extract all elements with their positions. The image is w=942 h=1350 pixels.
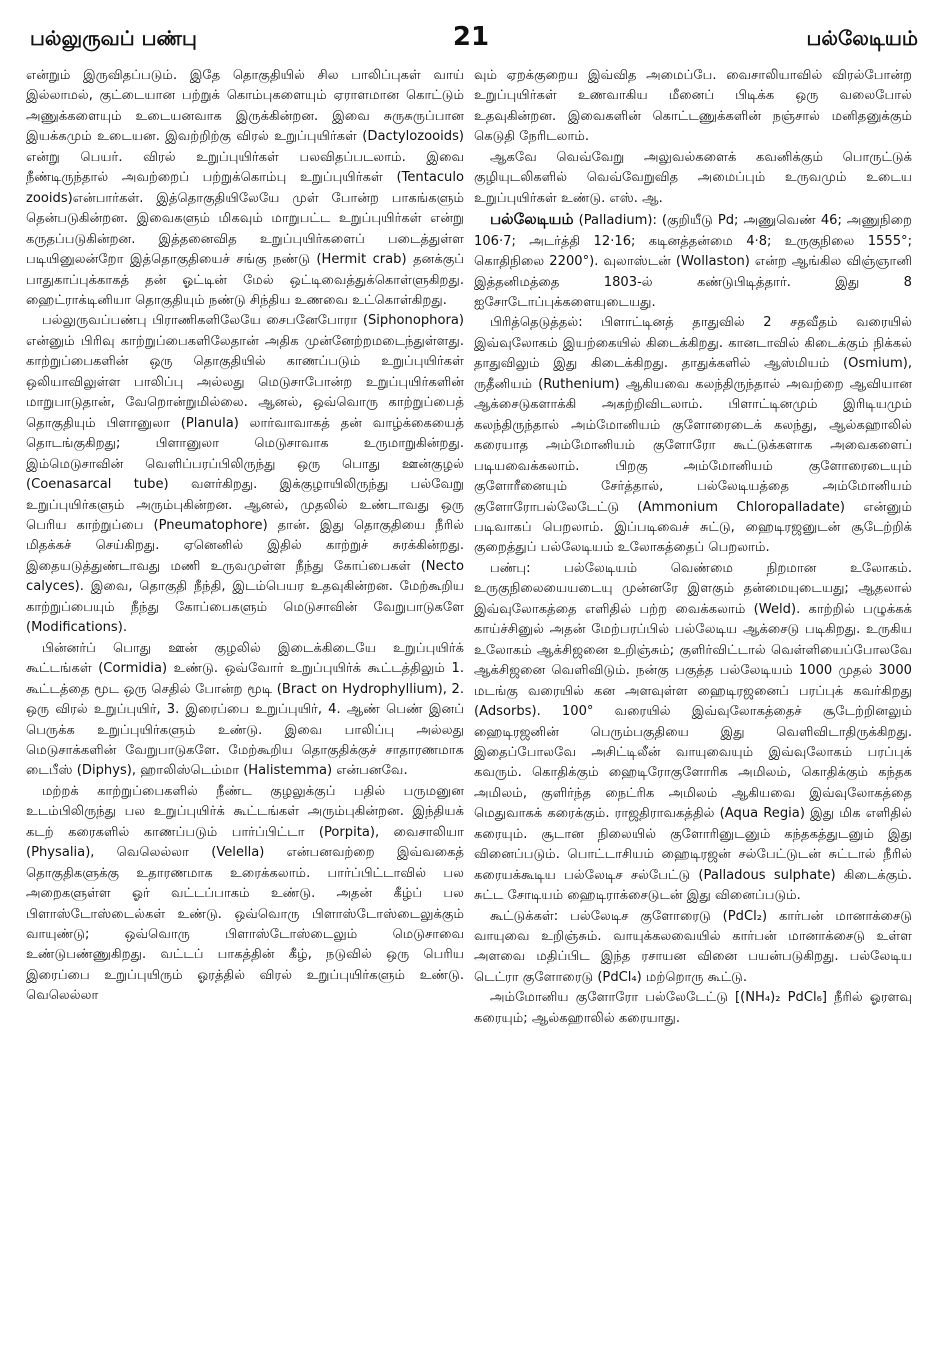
- page-header: [0, 22, 942, 56]
- right-paragraph-ammonium: அம்மோனிய குளோரோ பல்லேடேட்டு [(NH₄)₂ PdCl₆] நீரில் ஓரளவு கரையும்; ஆல்கஹாலில் கரையாது.: [474, 990, 912, 1026]
- right-paragraph-compounds: கூட்டுக்கள்: பல்லேடிச குளோரைடு (PdCl₂) கார்பன் மானாக்சைடு வாயுவை உறிஞ்சும். வாயுக்கலவையில் கார்பன் மானாக்சைடு உள்ள அளவை மதிப்பிட இந்த ரசாயன வினை பயன்படுகிறது. பல்லேடிய டெட்ரா குளோரைடு (PdCl₄) மற்றொரு கூட்டு.: [474, 908, 912, 985]
- left-paragraph-2: பல்லுருவப்பண்பு பிராணிகளிலேயே சைபனேபோரா (Siphonophora) என்னும் பிரிவு காற்றுப்பைகளிலேதான் அதிக முன்னேற்றமடைந்துள்ளது. காற்றுப்பைகளின் ஒரு தொகுதியில் காணப்படும் உறுப்புயிர்கள் ஒலியாவிலுள்ள பாலிப்பு அல்லது மெடுசாபோன்ற உறுப்புயிர்களின் மாறுபாடுதான், வேறொன்றுமில்லை. ஆனல், ஒவ்வொரு காற்றுப்பைத் தொகுதியும் பிளானுலா (Planula) லார்வாவாகத் தன் வாழ்க்கையைத் தொடங்குகிறது; பிளானுலா மெடுசாவாக உருமாறுகின்றது. இம்மெடுசாவின் வெளிப்பரப்பிலிருந்து ஒரு பொது ஊன்குழல் (Coenasarcal tube) வளர்கிறது. இக்குழாயிலிருந்து பல்வேறு உறுப்புயிர்களும் அரும்புகின்றன. ஆனல், முதலில் உண்டாவது ஒரு பெரிய காற்றுப்பை (Pneumatophore) தான். இது தொகுதியை நீரில் மிதக்கச் செய்கிறது. ஏனெனில் இதில் காற்றுச் சுரக்கின்றது. இதையடுத்துண்டாவது மணி உருவமுள்ள நீந்து கோப்பைகள் (Necto calyces). இவை, தொகுதி நீந்தி, இடம்பெயர உதவுகின்றன. மேற்கூறிய காற்றுப்பையும் நீந்து கோப்பைகளும் மெடுசாவின் வேறுபாடுகளே (Modifications).: [26, 313, 464, 636]
- page-number: 21: [452, 22, 490, 52]
- right-paragraph-2: ஆகவே வெவ்வேறு அலுவல்களைக் கவனிக்கும் பொருட்டுக் குழியுடலிகளில் வெவ்வேறுவித அமைப்பும் உருவமும் உடைய உறுப்புயிர்கள் உண்டு. எஸ். ஆ.: [474, 149, 912, 206]
- left-paragraph-3: பின்னர்ப் பொது ஊன் குழலில் இடைக்கிடையே உறுப்புயிர்க் கூட்டங்கள் (Cormidia) உண்டு. ஒவ்வோர் உறுப்புயிர்க் கூட்டத்திலும் 1. கூட்டத்தை மூட ஒரு செதில் போன்ற மூடி (Bract on Hydrophyllium), 2. ஒரு விரல் உறுப்புயிர், 3. இரைப்பை உறுப்புயிர், 4. ஆண் பெண் இனப் பெருக்க உறுப்புயிர்களும் உண்டு. இவை பாலிப்பு அல்லது மெடுசாக்களின் வேறுபாடுகளே. மேற்கூறிய தொகுதிக்குச் சாதாரணமாக டைபீஸ் (Diphys), ஹாலிஸ்டெம்மா (Halistemma) என்பனவே.: [26, 640, 464, 779]
- running-head-left: பல்லுருவப் பண்பு: [30, 26, 197, 50]
- entry-palladium: [474, 209, 912, 313]
- right-column: [474, 66, 912, 1029]
- left-paragraph-4: மற்றக் காற்றுப்பைகளில் நீண்ட குழலுக்குப் பதில் பருமனுன உடம்பிலிருந்து பல உறுப்புயிர்க் கூட்டங்கள் அரும்புகின்றன. இந்தியக் கடற் கரைகளில் காணப்படும் பார்ப்பிட்டா (Porpita), வைசாலியா (Physalia), வெலெல்லா (Velella) என்பனவற்றை இவ்வகைத் தொகுதிகளுக்கு உதாரணமாக உரைக்கலாம். பார்ப்பிட்டாவில் பல அறைகளுள்ள ஓர் வட்டப்பாகம் உண்டு. அதன் கீழ்ப் பல பிளாஸ்டோஸ்டைல்கள் உண்டு. ஒவ்வொரு பிளாஸ்டோஸ்டைலுக்கும் வாயுண்டு; ஒவ்வொரு பிளாஸ்டோஸ்டைலும் மெடுசாவை உண்டுபண்ணுகிறது. வட்டப் பாகத்தின் கீழ், நடுவில் ஒரு பெரிய இரைப்பை உறுப்புயிரும் ஓரத்தில் விரல் உறுப்புயிர்களும் உண்டு. வெலெல்லா: [26, 783, 464, 1004]
- entry-palladium-text: (Palladium): (குறியீடு Pd; அணுவெண் 46; அணுநிறை 106·7; அடர்த்தி 12·16; கடினத்தன்மை 4·8; உருகுநிலை 1555°; கொதிநிலை 2200°). வுலாஸ்டன் (Wollaston) என்ற ஆங்கில விஞ்ஞானி இத்தனிமத்தை 1803-ல் கண்டுபிடித்தார். இது 8 ஐசோடோப்புக்களையுடையது.: [474, 213, 912, 310]
- left-paragraph-1: என்றும் இருவிதப்படும். இதே தொகுதியில் சில பாலிப்புகள் வாய் இல்லாமல், குட்டையான பற்றுக் கொம்புகளையும் ஏராளமான கொட்டும் அணுக்களையும் உடையனவாக இருக்கின்றன. இவை சுருசுருப்பான இயக்கமும் உடையன. இவற்றிற்கு விரல் உறுப்புயிர்கள் (Dactylozooids) என்று பெயர். விரல் உறுப்புயிர்கள் பலவிதப்படலாம். இவை நீண்டிருந்தால் அவற்றைப் பற்றுக்கொம்பு உறுப்புயிர்கள் (Tentaculo zooids)என்பார்கள். இத்தொகுதியிலேயே முள் போன்ற பாகங்களும் தென்படுகின்றன. இவைகளும் மிகவும் மாறுபட்ட உறுப்புயிர்கள் என்று கருதப்படுகின்றன. இத்தனைவித உறுப்புயிர்களைப் படைத்துள்ள படியினுலன்றோ இத்தொகுதியைச் சங்கு நண்டு (Hermit crab) தனக்குப் பாதுகாப்புக்காகத் தன் ஓட்டின் மேல் ஒட்டிவைத்துக்கொள்ளுகிறது. ஹைட்ராக்டினியா தொகுதியும் நண்டு சிந்திய உணவை உட்கொள்கிறது.: [26, 68, 464, 308]
- running-head-right: பல்லேடியம்: [806, 26, 918, 50]
- left-column: [26, 66, 464, 1007]
- right-paragraph-extraction: பிரித்தெடுத்தல்: பிளாட்டினத் தாதுவில் 2 சதவீதம் வரையில் இவ்வுலோகம் இயற்கையில் கிடைக்கிறது. கானடாவில் கிடைக்கும் நிக்கல் தாதுவிலும் இது கிடைக்கிறது. தாதுக்களில் ஆஸ்மியம் (Osmium), ருதீனியம் (Ruthenium) ஆகியவை கலந்திருந்தால் அவற்றை ஆவியான ஆக்சைடுகளாக்கி அகற்றிவிடலாம். பிளாட்டினமும் இரிடியமும் கலந்திருந்தால் அம்மோனியம் குளோரைடைக் கலந்து, ஆல்கஹாலில் கரையாத அம்மோனியம் குளோரோ கூட்டுக்களாக அவைகளைப் படியவைக்கலாம். பிறகு அம்மோனியம் குளோரைடையும் குளோரீனையும் சேர்த்தால், பல்லேடியத்தை அம்மோனியம் குளோரோபல்லேடேட்டு (Ammonium Chloropalladate) என்னும் படிவாகப் பெறலாம். இப்படிவைச் சுட்டு, ஹைடிரஜனுடன் சூடேற்றிக் குறைத்துப் பல்லேடியம் உலோகத்தைப் பெறலாம்.: [474, 315, 912, 556]
- entry-headword: பல்லேடியம்: [490, 210, 574, 229]
- right-paragraph-properties: பண்பு: பல்லேடியம் வெண்மை நிறமான உலோகம். உருகுநிலையையடையு முன்னரே இளகும் தன்மையுடையது; ஆதலால் இவ்வுலோகத்தை எளிதில் பற்ற வைக்கலாம் (Weld). காற்றில் பழுக்கக் காய்ச்சினுல் அதன் மேற்பரப்பில் பல்லேடிய ஆக்சைடு படிகிறது. உருகிய உலோகம் ஆக்சிஜனை உறிஞ்சும்; குளிர்விட்டால் வெள்ளியைப்போலவே ஆக்சிஜனை வெளிவிடும். நன்கு பகுத்த பல்லேடியம் 1000 முதல் 3000 மடங்கு வரையில் கன அளவுள்ள ஹைடிரஜனைப் பரப்புக் கவர்கிறது (Adsorbs). 100° வரையில் இவ்வுலோகத்தைச் சூடேற்றினலும் ஹைடிரஜனின் பெரும்பகுதியை இது வெளிவிடாதிருக்கிறது. இதைப்போலவே அசிட்டிலீன் வாயுவையும் இவ்வுலோகம் பரப்புக் கவரும். கொதிக்கும் ஹைடிரோகுளோரிக அமிலம், கொதிக்கும் கந்தக அமிலம், குளிர்ந்த நைட்ரிக அமிலம் ஆகியவை இவ்வுலோகத்தை மெதுவாகக் கரைக்கும். ராஜதிராவகத்தில் (Aqua Regia) இது மிக எளிதில் கரையும். சூடான நிலையில் குளோரினுடனும் கந்தகத்துடனும் இது வினைப்படும். பொட்டாசியம் ஹைடிரஜன் சல்பேட்டுடன் சுட்டால் நீரில் கரையக்கூடிய பல்லேடிச சல்பேட்டு (Palladous sulphate) கிடைக்கும். சுட்ட சோடியம் ஹைடிராக்சைடுடன் இது வினைப்படும்.: [474, 560, 912, 904]
- right-paragraph-1: வும் ஏறக்குறைய இவ்வித அமைப்பே. வைசாலியாவில் விரல்போன்ற உறுப்புயிர்கள் உணவாகிய மீனைப் பிடிக்க ஒரு வலைபோல் உதவுகின்றன. இவைகளின் கொட்டணுக்களின் நஞ்சால் மனிதனுக்கும் கெடுதி நேரிடலாம்.: [474, 68, 912, 145]
